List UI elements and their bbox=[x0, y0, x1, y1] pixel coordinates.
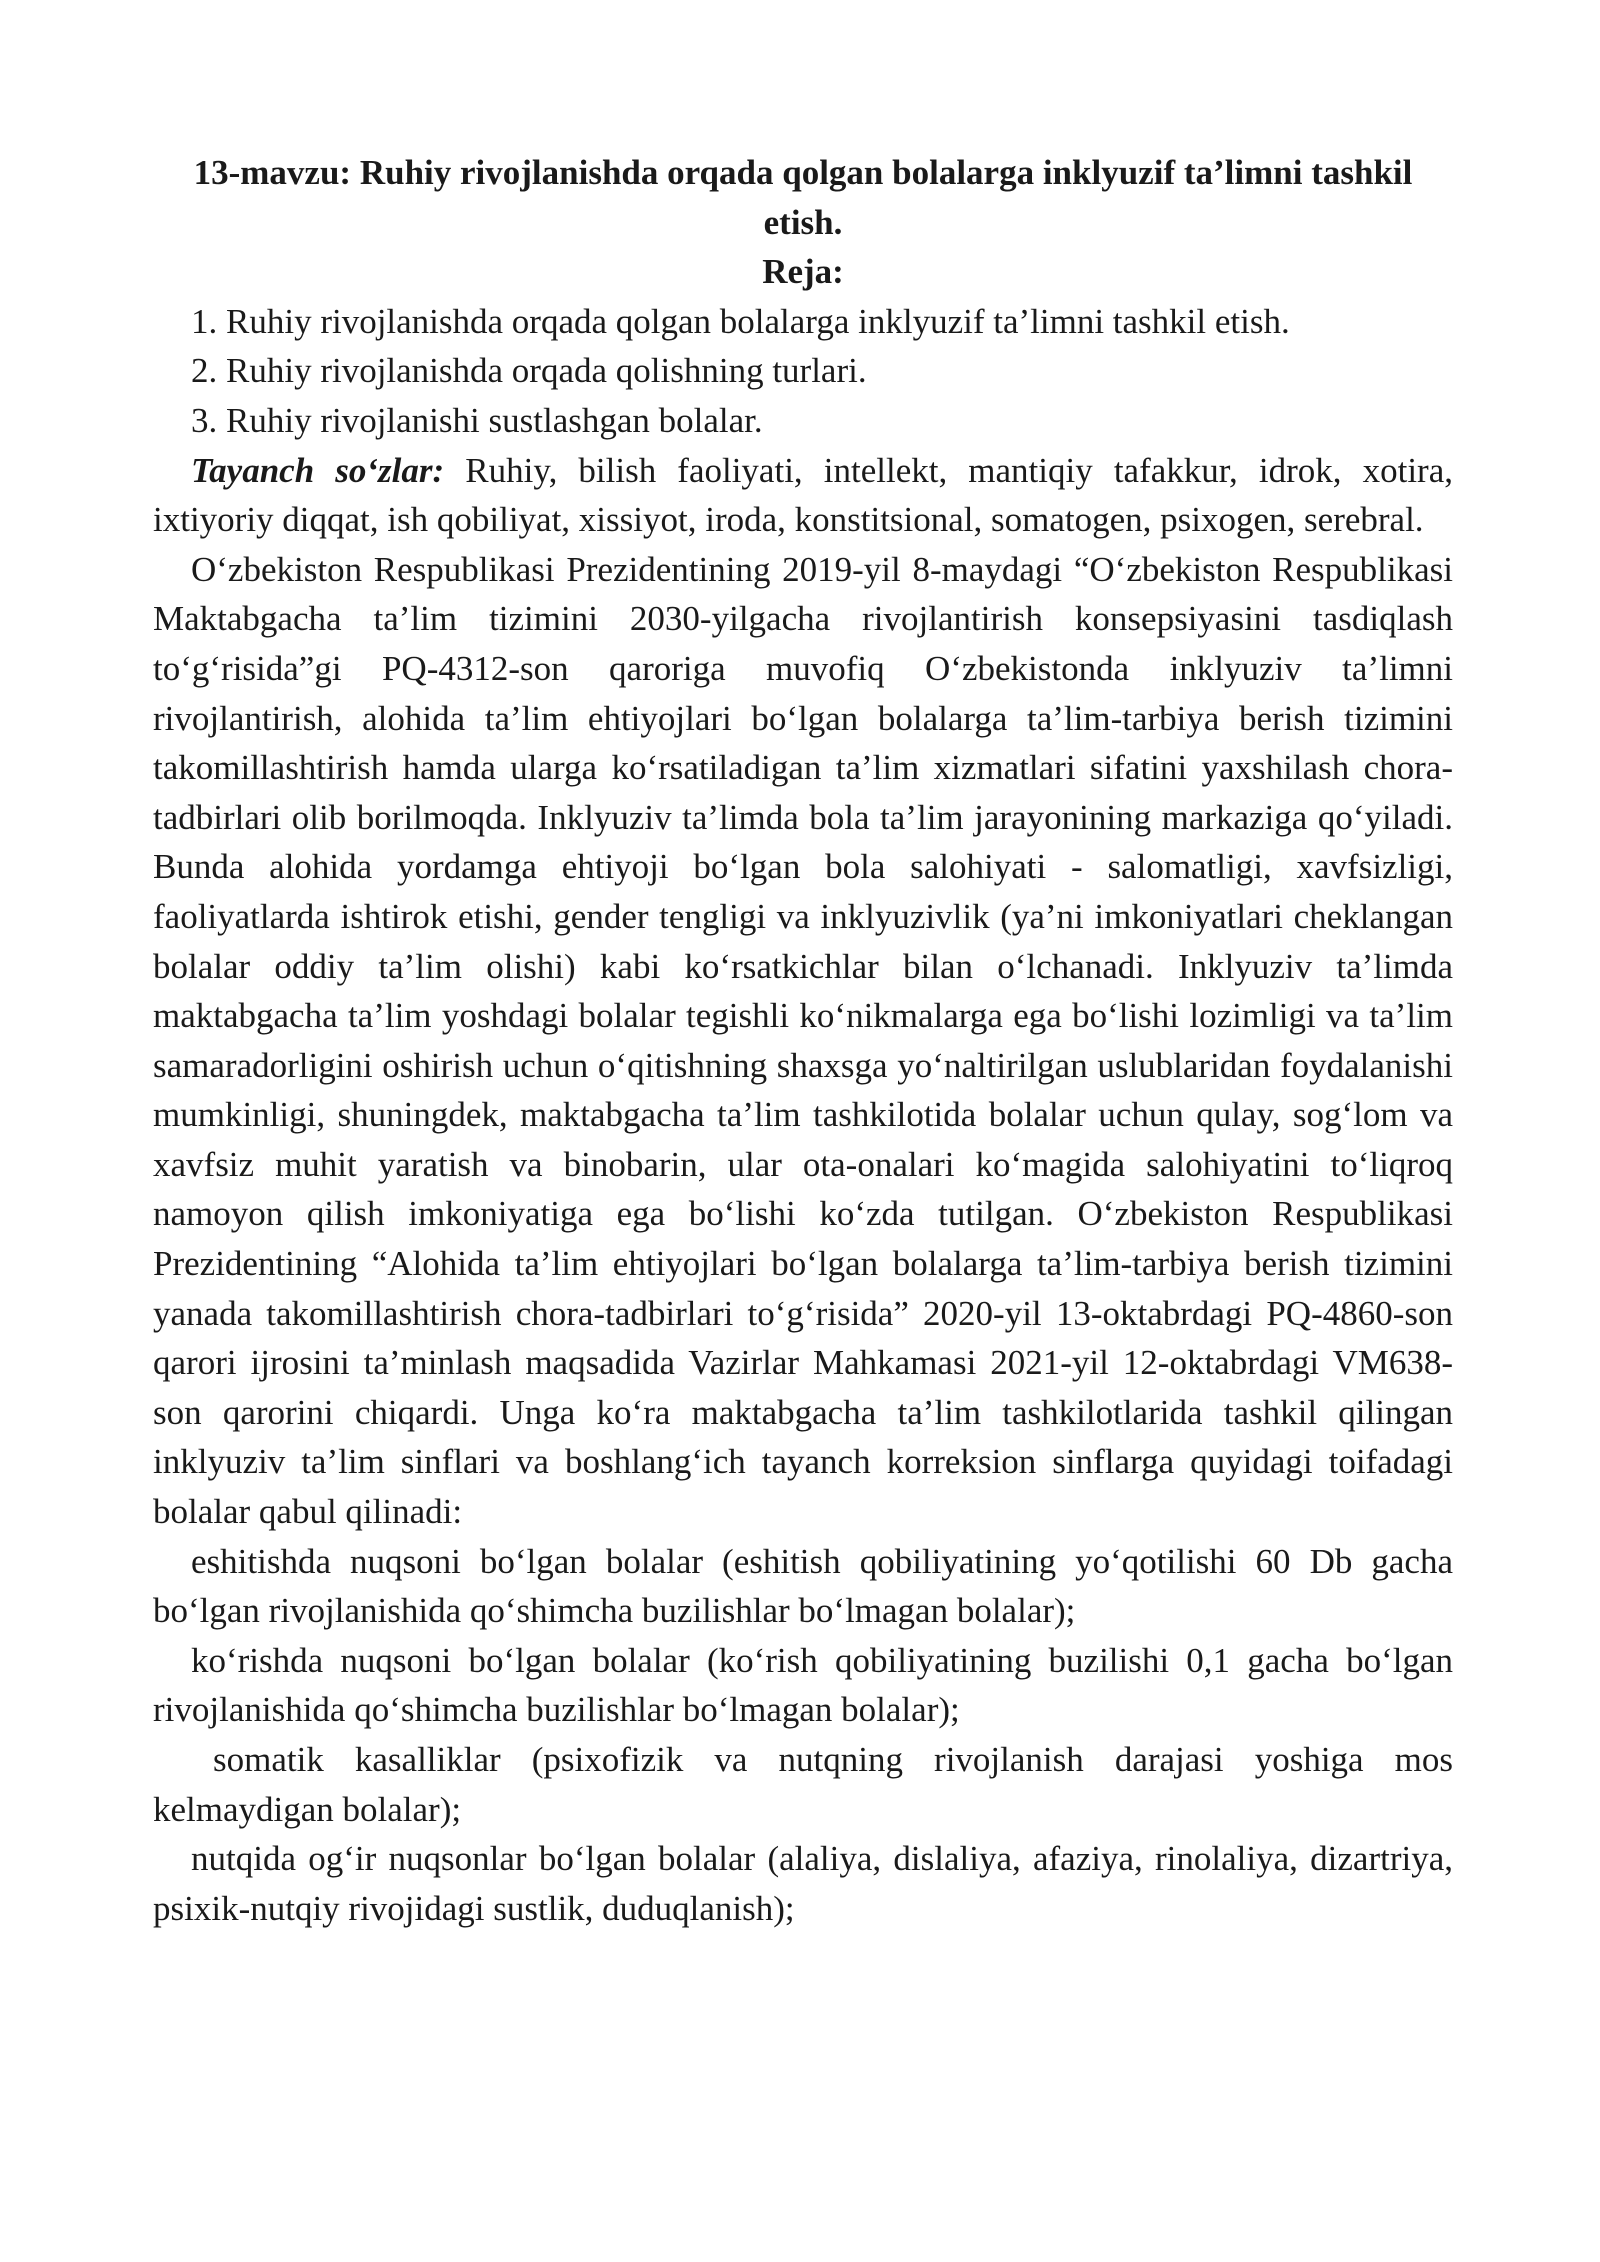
list-paragraph-speech: nutqida og‘ir nuqsonlar bo‘lgan bolalar (alaliya, dislaliya, afaziya, rinolaliya, dizartriya, psixik-nutqiy rivojidagi sustlik, duduqlanish); bbox=[153, 1839, 1453, 1928]
list-paragraph-somatic: somatik kasalliklar (psixofizik va nutqning rivojlanish darajasi yoshiga mos kelmaydigan bolalar); bbox=[153, 1740, 1453, 1829]
main-paragraph: O‘zbekiston Respublikasi Prezidentining 2019-yil 8-maydagi “O‘zbekiston Respublikasi Maktabgacha ta’lim tizimini 2030-yilgacha rivojlantirish konsepsiyasini tasdiqlash to‘g‘risida”gi PQ-4312-son qaroriga muvofiq O‘zbekistonda inklyuziv ta’limni rivojlantirish, alohida ta’lim ehtiyojlari bo‘lgan bolalarga ta’lim-tarbiya berish tizimini takomillashtirish hamda ularga ko‘rsatiladigan ta’lim xizmatlari sifatini yaxshilash chora-tadbirlari olib borilmoqda. Inklyuziv ta’limda bola ta’lim jarayonining markaziga qo‘yiladi. Bunda alohida yordamga ehtiyoji bo‘lgan bola salohiyati - salomatligi, xavfsizligi, faoliyatlarda ishtirok etishi, gender tengligi va inklyuzivlik (ya’ni imkoniyatlari cheklangan bolalar oddiy ta’lim olishi) kabi ko‘rsatkichlar bilan o‘lchanadi. Inklyuziv ta’limda maktabgacha ta’lim yoshdagi bolalar tegishli ko‘nikmalarga ega bo‘lishi lozimligi va ta’lim samaradorligini oshirish uchun o‘qitishning shaxsga yo‘naltirilgan uslublaridan foydalanishi mumkinligi, shuningdek, maktabgacha ta’lim tashkilotida bolalar uchun qulay, sog‘lom va xavfsiz muhit yaratish va binobarin, ular ota-onalari ko‘magida salohiyatini to‘liqroq namoyon qilish imkoniyatiga ega bo‘lishi ko‘zda tutilgan. O‘zbekiston Respublikasi Prezidentining “Alohida ta’lim ehtiyojlari bo‘lgan bolalarga ta’lim-tarbiya berish tizimini yanada takomillashtirish chora-tadbirlari to‘g‘risida” 2020-yil 13-oktabrdagi PQ-4860-son qarori ijrosini ta’minlash maqsadida Vazirlar Mahkamasi 2021-yil 12-oktabrdagi VM638-son qarorini chiqardi. Unga ko‘ra maktabgacha ta’lim tashkilotlarida tashkil qilingan inklyuziv ta’lim sinflari va boshlang‘ich tayanch korreksion sinflarga quyidagi toifadagi bolalar qabul qilinadi: bbox=[153, 549, 1453, 1532]
plan-list bbox=[153, 297, 1453, 446]
list-paragraph-hearing: eshitishda nuqsoni bo‘lgan bolalar (eshitish qobiliyatining yo‘qotilishi 60 Db gacha bo‘lgan rivojlanishida qo‘shimcha buzilishlar bo‘lmagan bolalar); bbox=[153, 1541, 1453, 1631]
keywords-label: Tayanch so‘zlar: bbox=[191, 450, 445, 490]
keywords-text: Ruhiy, bilish faoliyati, intellekt, mantiqiy tafakkur, idrok, xotira, ixtiyoriy diqqat, ish qobiliyat, xissiyot, iroda, konstitsional, somatogen, psixogen, serebral. bbox=[153, 450, 1453, 540]
document-body bbox=[153, 148, 1453, 1933]
plan-heading: Reja: bbox=[762, 252, 844, 292]
list-paragraph-vision: ko‘rishda nuqsoni bo‘lgan bolalar (ko‘rish qobiliyatining buzilishi 0,1 gacha bo‘lgan rivojlanishida qo‘shimcha buzilishlar bo‘lmagan bolalar); bbox=[153, 1640, 1453, 1730]
plan-item-1: 1. Ruhiy rivojlanishda orqada qolgan bolalarga inklyuzif ta’limni tashkil etish. bbox=[191, 301, 1290, 341]
plan-item-2: 2. Ruhiy rivojlanishda orqada qolishning turlari. bbox=[191, 351, 867, 391]
document-title: 13-mavzu: Ruhiy rivojlanishda orqada qolgan bolalarga inklyuzif ta’limni tashkil etish. bbox=[193, 153, 1413, 242]
plan-item-3: 3. Ruhiy rivojlanishi sustlashgan bolalar. bbox=[191, 400, 763, 440]
keywords-paragraph bbox=[153, 446, 1453, 545]
